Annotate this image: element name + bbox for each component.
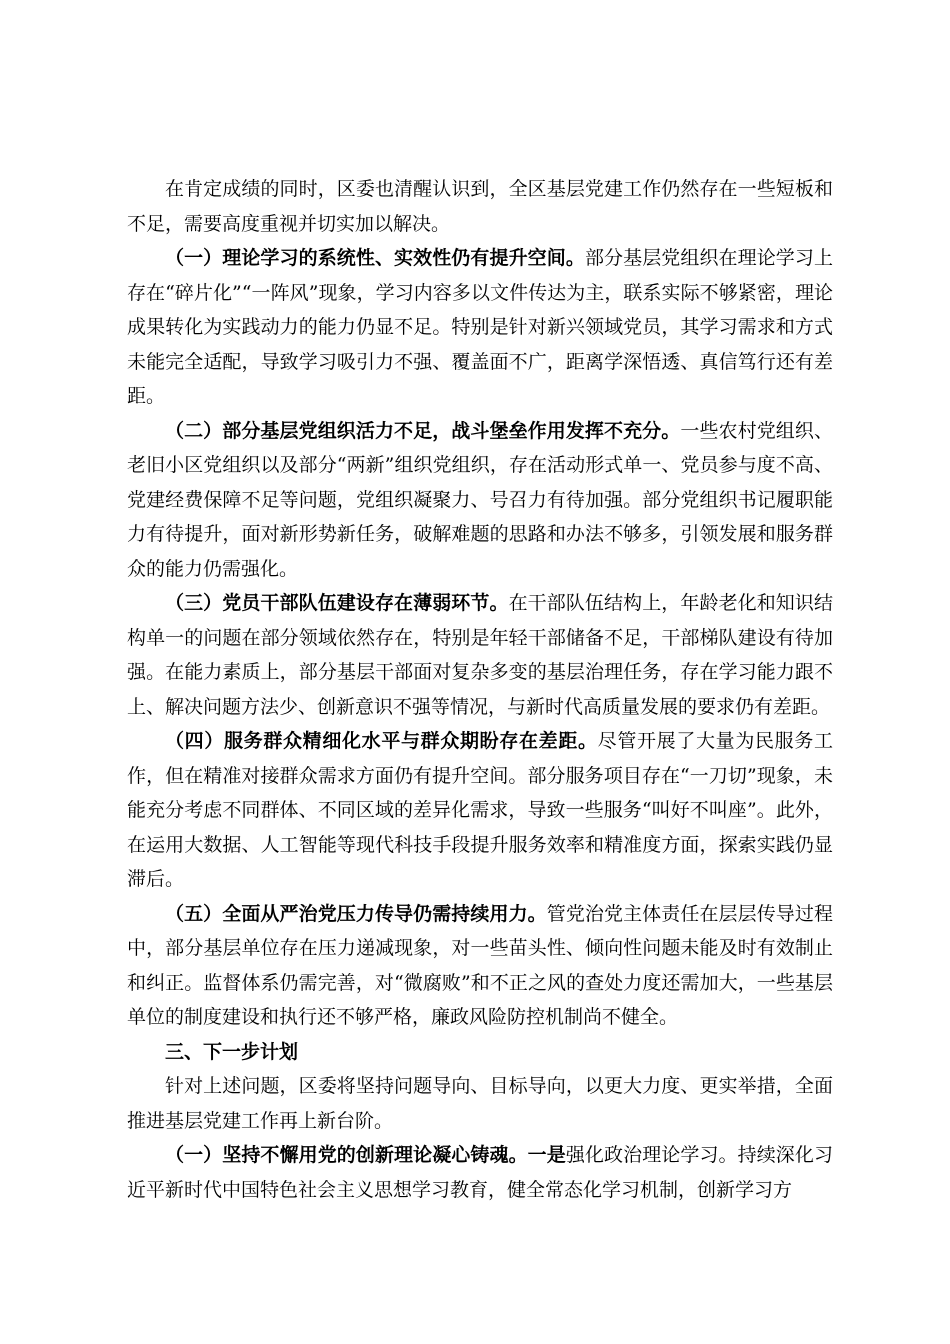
problem-paragraph-1 — [127, 241, 833, 414]
paragraph-heading: （二）部分基层党组织活力不足，战斗堡垒作用发挥不充分。 — [165, 419, 681, 442]
paragraph-text: 管党治党主体责任在层层传导过程中，部分基层单位存在压力递减现象，对一些苗头性、倾向性问题未能及时有效制止和纠正。监督体系仍需完善，对“微腐败”和不正之风的查处力度还需加大，一些基层单位的制度建设和执行还不够严格，廉政风险防控机制尚不健全。 — [127, 902, 833, 1028]
document-body — [127, 172, 833, 1207]
paragraph-text: 在肯定成绩的同时，区委也清醒认识到，全区基层党建工作仍然存在一些短板和不足，需要高度重视并切实加以解决。 — [127, 178, 833, 235]
section-title: 三、下一步计划 — [165, 1040, 299, 1063]
paragraph-heading: （四）服务群众精细化水平与群众期盼存在差距。 — [165, 730, 598, 752]
paragraph-text: 一些农村党组织、老旧小区党组织以及部分“两新”组织党组织，存在活动形式单一、党员参与度不高、党建经费保障不足等问题，党组织凝聚力、号召力有待加强。部分党组织书记履职能力有待提升，面对新形势新任务，破解难题的思路和办法不够多，引领发展和服务群众的能力仍需强化。 — [127, 419, 833, 580]
paragraph-text: 强化政治理论学习。持续深化习近平新时代中国特色社会主义思想学习教育，健全常态化学习机制，创新学习方 — [127, 1144, 833, 1201]
paragraph-text: 针对上述问题，区委将坚持问题导向、目标导向，以更大力度、更实举措，全面推进基层党建工作再上新台阶。 — [127, 1075, 833, 1132]
paragraph-text: 尽管开展了大量为民服务工作，但在精准对接群众需求方面仍有提升空间。部分服务项目存在“一刀切”现象，未能充分考虑不同群体、不同区域的差异化需求，导致一些服务“叫好不叫座”。此外，在运用大数据、人工智能等现代科技手段提升服务效率和精准度方面，探索实践仍显滞后。 — [127, 730, 833, 890]
paragraph-text: 部分基层党组织在理论学习上存在“碎片化”“一阵风”现象，学习内容多以文件传达为主，联系实际不够紧密，理论成果转化为实践动力的能力仍显不足。特别是针对新兴领域党员，其学习需求和方式未能完全适配，导致学习吸引力不强、覆盖面不广，距离学深悟透、真信笃行还有差距。 — [127, 247, 833, 407]
paragraph-heading: （三）党员干部队伍建设存在薄弱环节。 — [165, 592, 509, 614]
plan-intro-paragraph — [127, 1069, 833, 1138]
paragraph-text: 在干部队伍结构上，年龄老化和知识结构单一的问题在部分领域依然存在，特别是年轻干部储备不足，干部梯队建设有待加强。在能力素质上，部分基层干部面对复杂多变的基层治理任务，存在学习能力跟不上、解决问题方法少、创新意识不强等情况，与新时代高质量发展的要求仍有差距。 — [127, 592, 833, 718]
paragraph-heading: （五）全面从严治党压力传导仍需持续用力。 — [165, 902, 547, 925]
problem-paragraph-2 — [127, 414, 833, 587]
plan-paragraph-1 — [127, 1138, 833, 1207]
section-heading — [127, 1035, 833, 1070]
intro-paragraph — [127, 172, 833, 241]
problem-paragraph-3 — [127, 586, 833, 724]
problem-paragraph-4 — [127, 724, 833, 897]
problem-paragraph-5 — [127, 897, 833, 1035]
paragraph-heading: （一）理论学习的系统性、实效性仍有提升空间。 — [165, 247, 585, 269]
paragraph-heading: （一）坚持不懈用党的创新理论凝心铸魂。一是 — [165, 1144, 566, 1166]
